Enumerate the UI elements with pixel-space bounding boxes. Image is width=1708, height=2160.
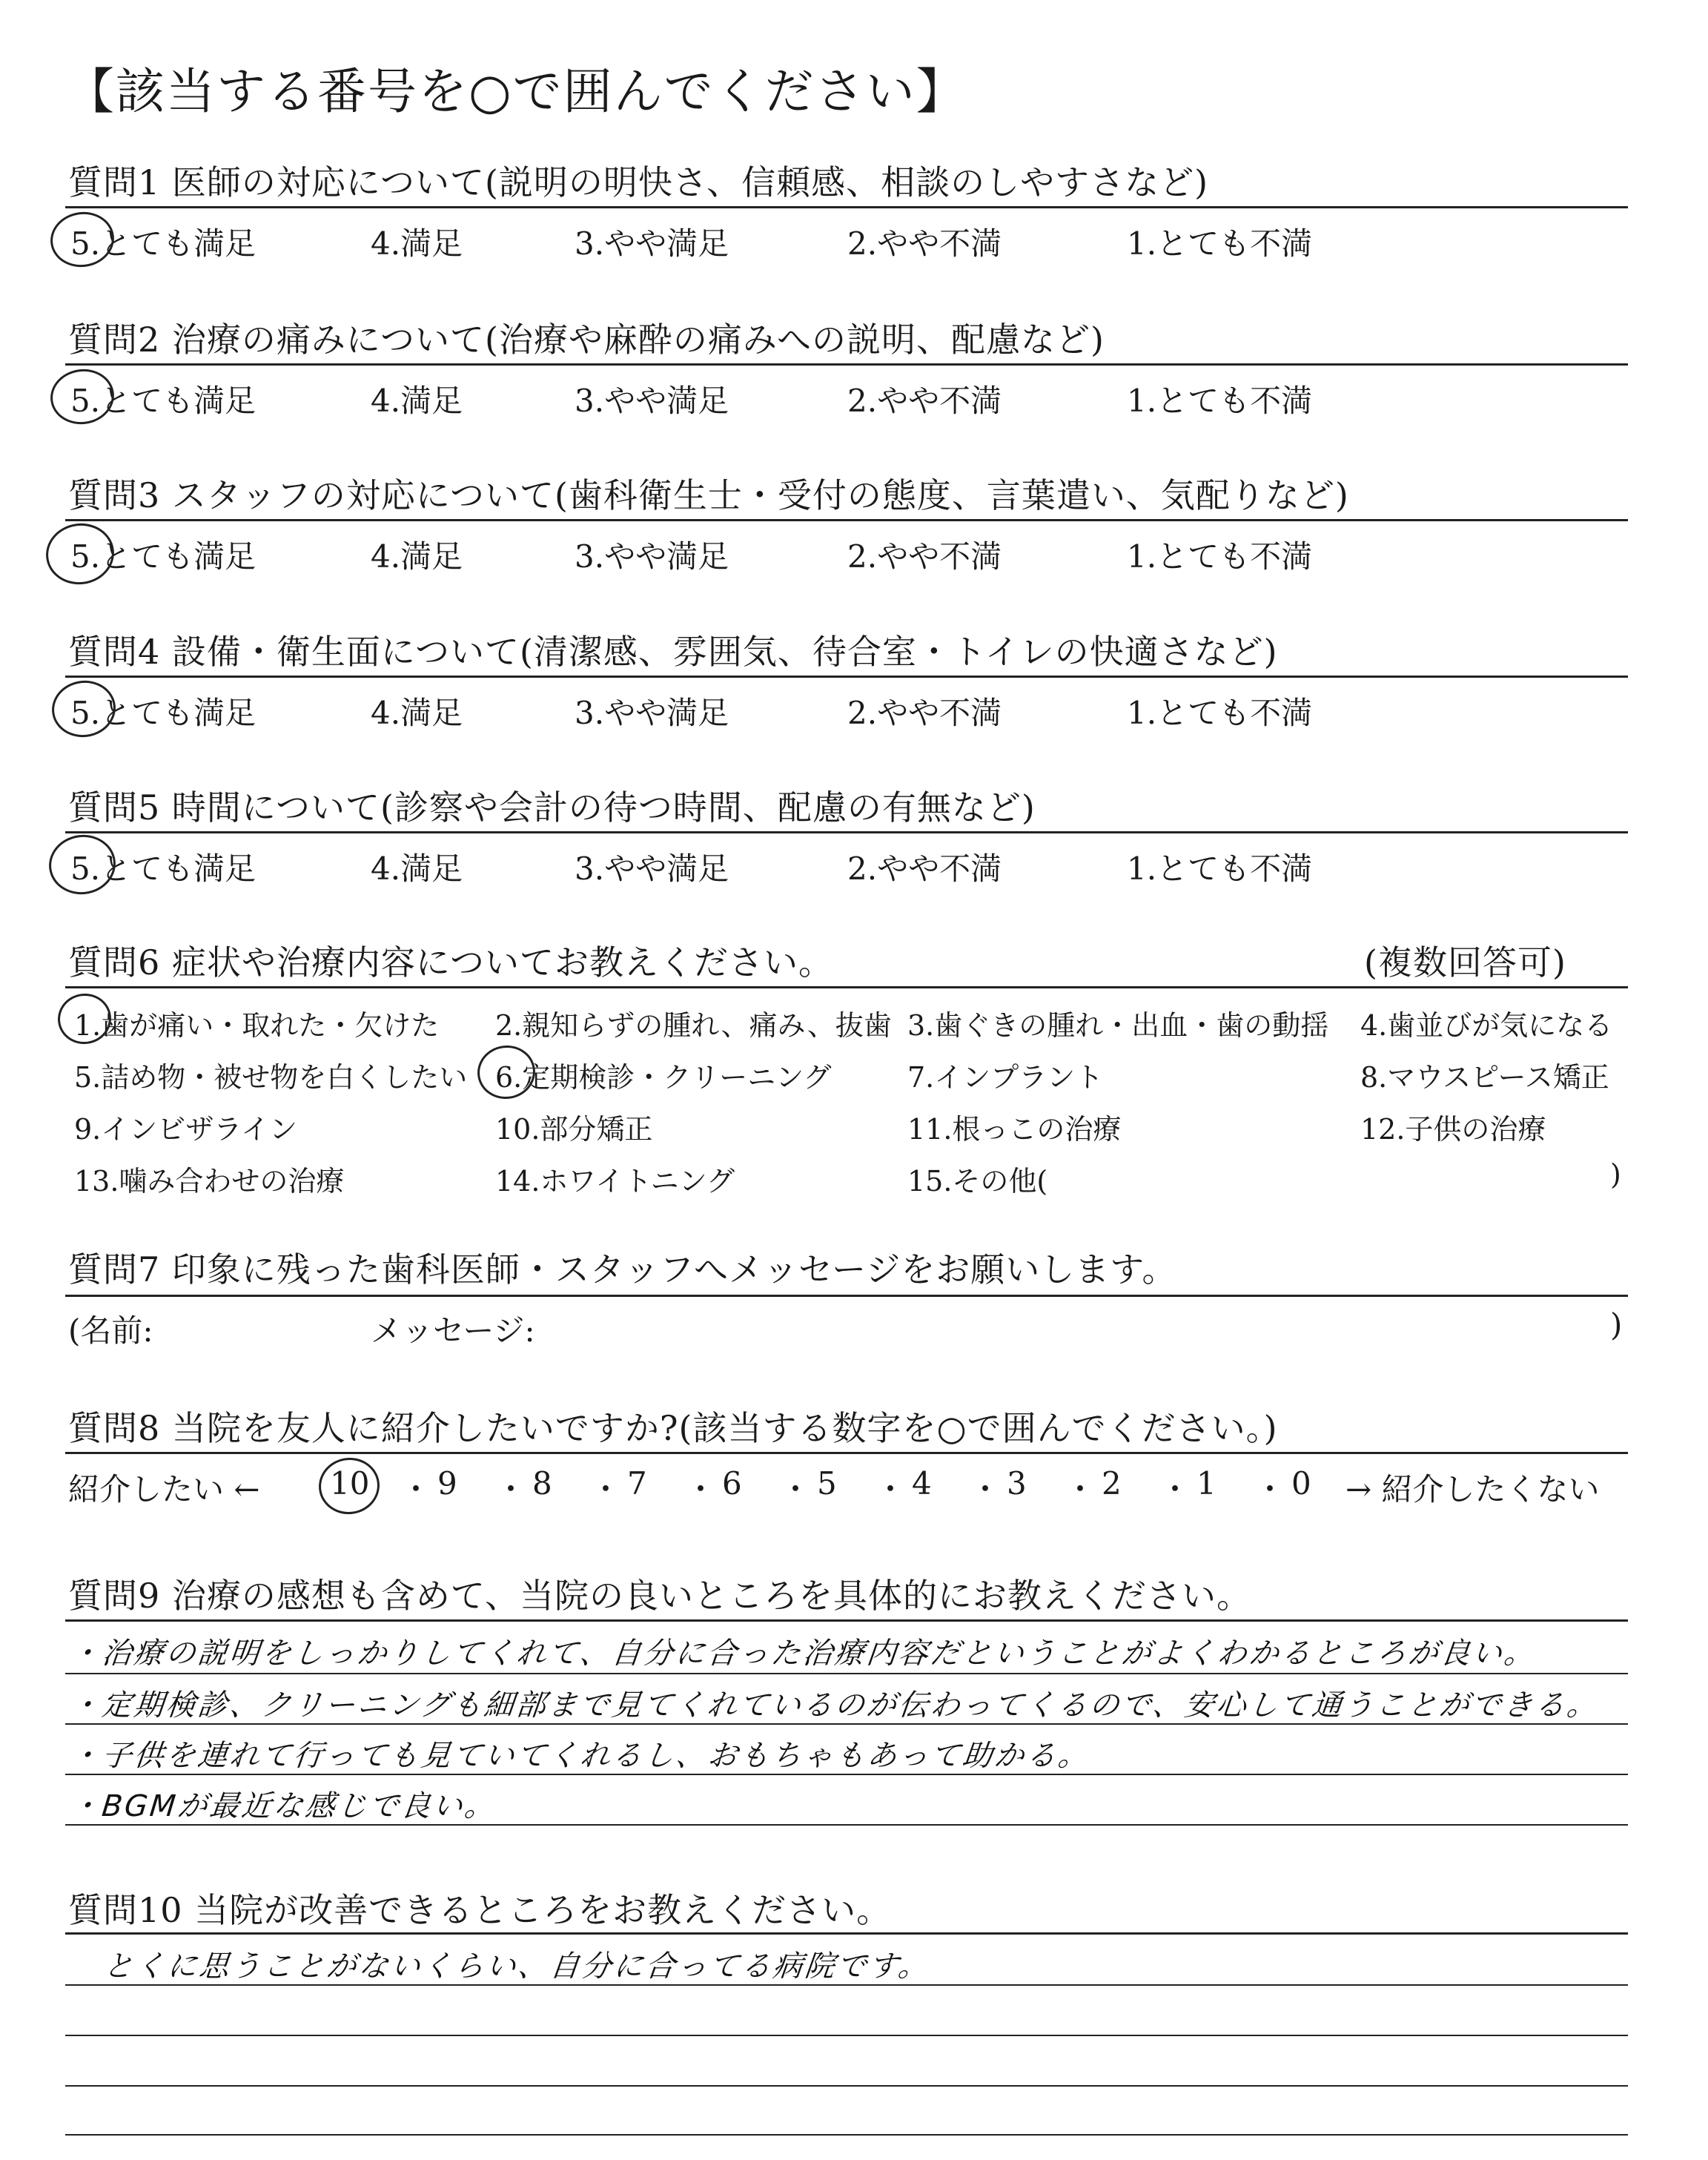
form-title: 【該当する番号を○で囲んでください】: [65, 63, 967, 120]
q7-close-paren: ): [1610, 1307, 1623, 1343]
q6-item-12[interactable]: 12.子供の治療: [1360, 1113, 1546, 1146]
q3-option-4[interactable]: 4.満足: [371, 538, 463, 575]
q6-item-9[interactable]: 9.インビザライン: [74, 1113, 298, 1146]
q7-message-label: メッセージ:: [371, 1312, 535, 1349]
q4-option-2[interactable]: 2.やや不満: [847, 695, 1002, 731]
question-6-rule: [65, 986, 1628, 988]
q9-answer-line-2: ・定期検診、クリーニングも細部まで見てくれているのが伝わってくるので、安心して通うことができる。: [68, 1688, 1601, 1723]
q6-item-13[interactable]: 13.噛み合わせの治療: [74, 1165, 345, 1198]
q8-scale-7[interactable]: 7: [627, 1465, 647, 1502]
q9-answer-line-1: ・治療の説明をしっかりしてくれて、自分に合った治療内容だということがよくわかるところが良い。: [68, 1636, 1538, 1671]
question-4-label: 質問4 設備・衛生面について(清潔感、雰囲気、待合室・トイレの快適さなど): [68, 632, 1278, 672]
q9-answer-rule: [65, 1824, 1628, 1826]
q8-scale-8[interactable]: 8: [532, 1465, 552, 1502]
question-1-label: 質問1 医師の対応について(説明の明快さ、信頼感、相談のしやすさなど): [68, 162, 1209, 202]
question-10-label: 質問10 当院が改善できるところをお教えください。: [68, 1890, 892, 1930]
q3-option-2[interactable]: 2.やや不満: [847, 538, 1002, 575]
q9-answer-line-3: ・子供を連れて行っても見ていてくれるし、おもちゃもあって助かる。: [68, 1739, 1092, 1773]
q1-option-4[interactable]: 4.満足: [371, 225, 463, 262]
scale-separator: ・: [400, 1471, 432, 1507]
q8-scale-5[interactable]: 5: [817, 1465, 837, 1502]
q10-answer-rule: [65, 2085, 1628, 2087]
q9-answer-line-4: ・BGMが最近な感じで良い。: [68, 1789, 499, 1823]
q8-scale-10[interactable]: 10: [330, 1465, 370, 1502]
question-7-rule: [65, 1295, 1628, 1297]
q3-option-3[interactable]: 3.やや満足: [575, 538, 729, 575]
q6-item-7[interactable]: 7.インプラント: [907, 1061, 1104, 1094]
q10-answer-line-1: とくに思うことがないくらい、自分に合ってる病院です。: [102, 1949, 932, 1984]
scale-separator: ・: [780, 1471, 812, 1507]
scale-separator: ・: [1159, 1471, 1191, 1507]
question-2-label: 質問2 治療の痛みについて(治療や麻酔の痛みへの説明、配慮など): [68, 320, 1105, 360]
q8-scale-9[interactable]: 9: [437, 1465, 457, 1502]
q9-answer-rule: [65, 1673, 1628, 1674]
question-1-rule: [65, 206, 1628, 208]
q8-scale-2[interactable]: 2: [1102, 1465, 1122, 1502]
question-5-label: 質問5 時間について(診察や会計の待つ時間、配慮の有無など): [68, 787, 1036, 828]
scale-separator: ・: [495, 1471, 527, 1507]
question-10-rule: [65, 1932, 1628, 1935]
q4-option-1[interactable]: 1.とても不満: [1127, 695, 1313, 731]
question-2-rule: [65, 363, 1628, 366]
q5-option-3[interactable]: 3.やや満足: [575, 851, 729, 887]
q5-option-4[interactable]: 4.満足: [371, 851, 463, 887]
q4-option-4[interactable]: 4.満足: [371, 695, 463, 731]
scale-separator: ・: [685, 1471, 717, 1507]
q4-option-3[interactable]: 3.やや満足: [575, 695, 729, 731]
q2-option-5[interactable]: 5.とても満足: [70, 383, 256, 419]
q9-answer-rule: [65, 1723, 1628, 1725]
question-6-note: (複数回答可): [1364, 942, 1566, 982]
q6-item-10[interactable]: 10.部分矯正: [495, 1113, 653, 1146]
q6-item-15[interactable]: 15.その他(: [907, 1165, 1048, 1198]
question-3-rule: [65, 519, 1628, 521]
q10-answer-rule: [65, 1984, 1628, 1986]
q1-option-3[interactable]: 3.やや満足: [575, 225, 729, 262]
q6-item-1[interactable]: 1.歯が痛い・取れた・欠けた: [74, 1009, 440, 1042]
q4-option-5[interactable]: 5.とても満足: [70, 695, 256, 731]
question-3-label: 質問3 スタッフの対応について(歯科衛生士・受付の態度、言葉遣い、気配りなど): [68, 475, 1349, 515]
q7-name-label: (名前:: [68, 1312, 153, 1349]
q8-scale-1[interactable]: 1: [1196, 1465, 1217, 1502]
q9-answer-rule: [65, 1774, 1628, 1775]
scale-separator: ・: [875, 1471, 907, 1507]
q5-option-2[interactable]: 2.やや不満: [847, 851, 1002, 887]
q6-item-3[interactable]: 3.歯ぐきの腫れ・出血・歯の動揺: [907, 1009, 1329, 1042]
q5-option-1[interactable]: 1.とても不満: [1127, 851, 1313, 887]
q6-item-14[interactable]: 14.ホワイトニング: [495, 1165, 735, 1198]
q8-left-label: 紹介したい ←: [68, 1471, 260, 1507]
scale-separator: ・: [1254, 1471, 1286, 1507]
question-8-rule: [65, 1452, 1628, 1454]
q5-option-5[interactable]: 5.とても満足: [70, 851, 256, 887]
q1-option-5[interactable]: 5.とても満足: [70, 225, 256, 262]
question-4-rule: [65, 676, 1628, 678]
q6-item-8[interactable]: 8.マウスピース矯正: [1360, 1061, 1609, 1094]
scale-separator: ・: [970, 1471, 1002, 1507]
q6-item-6[interactable]: 6.定期検診・クリーニング: [495, 1061, 832, 1094]
q8-scale-6[interactable]: 6: [722, 1465, 742, 1502]
q3-option-1[interactable]: 1.とても不満: [1127, 538, 1313, 575]
q2-option-1[interactable]: 1.とても不満: [1127, 383, 1313, 419]
question-9-rule: [65, 1619, 1628, 1622]
q6-item-2[interactable]: 2.親知らずの腫れ、痛み、抜歯: [495, 1009, 892, 1042]
q6-other-close-paren: ): [1610, 1158, 1621, 1191]
question-7-label: 質問7 印象に残った歯科医師・スタッフへメッセージをお願いします。: [68, 1249, 1177, 1289]
q8-scale-0[interactable]: 0: [1291, 1465, 1311, 1502]
q6-item-4[interactable]: 4.歯並びが気になる: [1360, 1009, 1613, 1042]
q8-right-label: → 紹介したくない: [1345, 1471, 1600, 1507]
q8-selection-circle: [315, 1454, 383, 1519]
question-6-label: 質問6 症状や治療内容についてお教えください。: [68, 942, 833, 982]
scale-separator: ・: [590, 1471, 622, 1507]
q1-option-1[interactable]: 1.とても不満: [1127, 225, 1313, 262]
question-8-label: 質問8 当院を友人に紹介したいですか?(該当する数字を○で囲んでください。): [68, 1408, 1278, 1448]
scale-separator: ・: [1065, 1471, 1096, 1507]
question-9-label: 質問9 治療の感想も含めて、当院の良いところを具体的にお教えください。: [68, 1576, 1251, 1616]
q10-answer-rule: [65, 2134, 1628, 2136]
q8-scale-4[interactable]: 4: [912, 1465, 932, 1502]
q3-selection-circle: [42, 519, 119, 589]
question-5-rule: [65, 831, 1628, 833]
q6-item-5[interactable]: 5.詰め物・被せ物を白くしたい: [74, 1061, 468, 1094]
q6-item-11[interactable]: 11.根っこの治療: [907, 1113, 1122, 1146]
q10-answer-rule: [65, 2035, 1628, 2036]
q1-option-2[interactable]: 2.やや不満: [847, 225, 1002, 262]
q3-option-5[interactable]: 5.とても満足: [70, 538, 256, 575]
q2-option-4[interactable]: 4.満足: [371, 383, 463, 419]
q2-option-2[interactable]: 2.やや不満: [847, 383, 1002, 419]
q8-scale-3[interactable]: 3: [1007, 1465, 1027, 1502]
q2-option-3[interactable]: 3.やや満足: [575, 383, 729, 419]
